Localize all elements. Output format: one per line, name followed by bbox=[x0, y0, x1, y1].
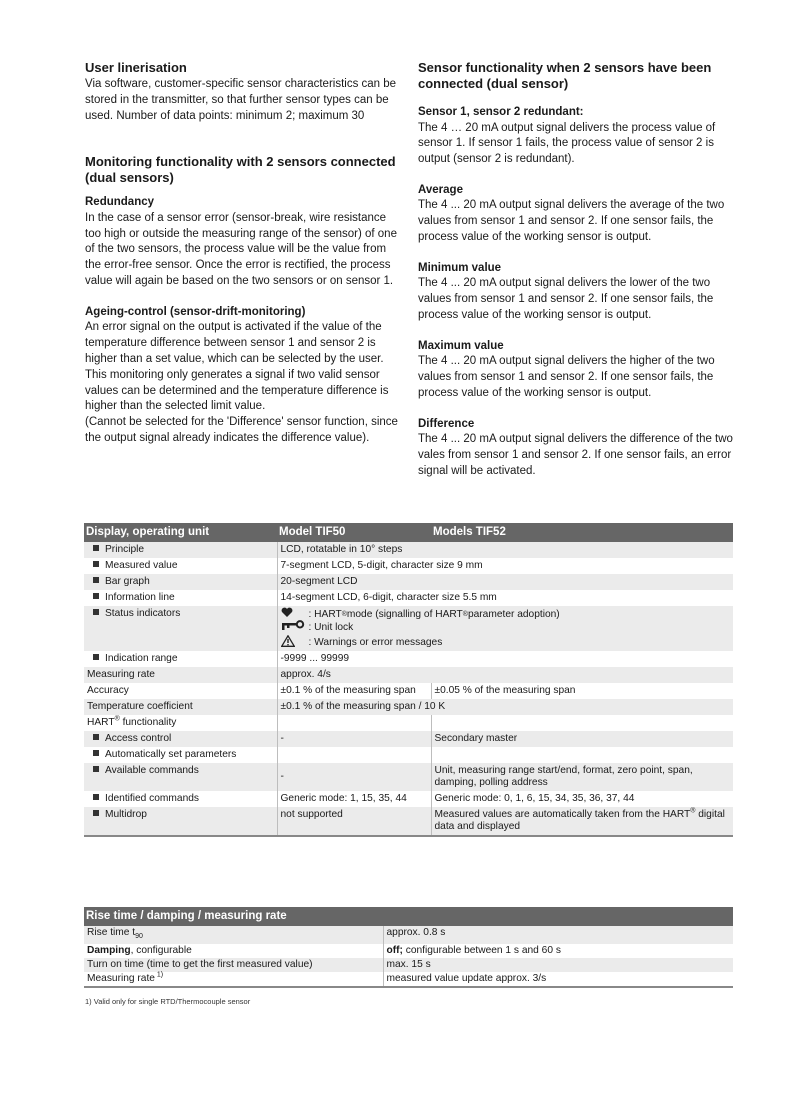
damping-value-rest: configurable between 1 s and 60 s bbox=[402, 945, 561, 957]
minimum-heading: Minimum value bbox=[418, 261, 502, 274]
status-indicators-value: : HART ® mode (signalling of HART ® parameter adoption) : Unit lock : Warnings or error messages bbox=[277, 606, 733, 651]
bullet-icon bbox=[93, 577, 99, 583]
row-label: Multidrop bbox=[105, 809, 147, 820]
multidrop-text-a: Measured values are automatically taken from the HART bbox=[434, 809, 691, 820]
ageing-heading: Ageing-control (sensor-drift-monitoring) bbox=[85, 305, 306, 318]
header-rise-time: Rise time / damping / measuring rate bbox=[84, 907, 733, 926]
bullet-icon bbox=[93, 654, 99, 660]
table-row bbox=[84, 747, 733, 763]
row-value-tif52: Secondary master bbox=[431, 731, 733, 747]
row-value: -9999 ... 99999 bbox=[277, 651, 733, 667]
row-value: LCD, rotatable in 10° steps bbox=[277, 542, 733, 558]
multidrop-text-b: digital data and displayed bbox=[434, 809, 725, 832]
row-value-tif50: Generic mode: 1, 15, 35, 44 bbox=[277, 791, 431, 807]
damping-rest: , configurable bbox=[130, 945, 192, 957]
warning-icon bbox=[281, 635, 309, 651]
status-hart-text-c: parameter adoption) bbox=[467, 608, 560, 620]
difference-text: The 4 ... 20 mA output signal delivers the difference of the two vales from sensor 1 and sensor 2. If one sensor fails, an error signal will be activated. bbox=[418, 433, 733, 477]
row-label: Turn on time (time to get the first measured value) bbox=[84, 958, 383, 972]
row-value: ±0.1 % of the measuring span / 10 K bbox=[277, 699, 733, 715]
table-row bbox=[84, 683, 733, 699]
maximum-heading: Maximum value bbox=[418, 339, 504, 352]
status-lock-text: : Unit lock bbox=[308, 621, 354, 633]
functionality-text: functionality bbox=[119, 717, 177, 728]
header-tif50: Model TIF50 bbox=[277, 523, 431, 542]
key-icon bbox=[281, 620, 309, 635]
sensor-functionality-heading: Sensor functionality when 2 sensors have been connected (dual sensor) bbox=[418, 60, 712, 91]
row-value-tif50: ±0.1 % of the measuring span bbox=[277, 683, 431, 699]
row-value: 7-segment LCD, 5-digit, character size 9 mm bbox=[277, 558, 733, 574]
table-row bbox=[84, 972, 733, 987]
bullet-icon bbox=[93, 810, 99, 816]
row-value: measured value update approx. 3/s bbox=[383, 972, 733, 987]
meas-rate-text: Measuring rate bbox=[87, 973, 155, 985]
display-operating-unit-table bbox=[84, 523, 733, 837]
table-row bbox=[84, 763, 733, 791]
row-value-tif52: Unit, measuring range start/end, format, zero point, span, damping, polling address bbox=[431, 763, 733, 791]
redundant-heading: Sensor 1, sensor 2 redundant: bbox=[418, 106, 584, 118]
row-value-tif50: - bbox=[277, 763, 431, 791]
difference-heading: Difference bbox=[418, 417, 475, 430]
redundancy-text: In the case of a sensor error (sensor-break, wire resistance too high or outside the measuring range of the sensor) of one of the two sensors, the process value will be the value from the error-free sensor. Once the error is rectified, the process value will again be based on the two sensors or on sensor 1. bbox=[85, 211, 397, 288]
row-value-tif50: not supported bbox=[277, 807, 431, 836]
row-label bbox=[84, 944, 383, 958]
row-label: Automatically set parameters bbox=[105, 749, 237, 760]
table-row bbox=[84, 807, 733, 836]
table-row bbox=[84, 791, 733, 807]
bullet-icon bbox=[93, 750, 99, 756]
average-heading: Average bbox=[418, 183, 463, 196]
row-value-tif50: - bbox=[277, 731, 431, 747]
table-row bbox=[84, 651, 733, 667]
footnote: 1) Valid only for single RTD/Thermocouple sensor bbox=[85, 997, 251, 1006]
row-value-tif52 bbox=[431, 807, 733, 836]
row-label: Bar graph bbox=[105, 576, 150, 587]
bullet-icon bbox=[93, 794, 99, 800]
footnote-marker: 1) bbox=[154, 971, 164, 979]
minimum-text: The 4 ... 20 mA output signal delivers the lower of the two values from sensor 1 and sensor 2. If one sensor fails, the process value of the working sensor is output. bbox=[418, 277, 714, 321]
bullet-icon bbox=[93, 734, 99, 740]
hart-text: HART bbox=[87, 717, 115, 728]
user-linerisation-text: Via software, customer-specific sensor characteristics can be stored in the transmitter, so that further sensor types can be used. Number of data points: minimum 2; maximum 30 bbox=[85, 78, 397, 122]
table-row bbox=[84, 606, 733, 651]
redundancy-heading: Redundancy bbox=[85, 196, 155, 209]
table-row bbox=[84, 542, 733, 558]
bullet-icon bbox=[93, 561, 99, 567]
row-label: Status indicators bbox=[105, 608, 181, 619]
rise-subscript: 90 bbox=[135, 933, 143, 941]
ageing-text: An error signal on the output is activated if the value of the temperature difference between sensor 1 and sensor 2 is higher than a set value, which can be selected by the user. This monitoring only generates a signal if two valid sensor values can be determined and the temperature difference is higher than the selected limit value. bbox=[85, 321, 389, 413]
row-label: Available commands bbox=[105, 765, 199, 776]
monitoring-heading: Monitoring functionality with 2 sensors connected (dual sensors) bbox=[85, 154, 396, 186]
bullet-icon bbox=[93, 545, 99, 551]
row-value-tif52: ±0.05 % of the measuring span bbox=[431, 683, 733, 699]
table-row bbox=[84, 699, 733, 715]
table-row bbox=[84, 667, 733, 683]
row-label: Principle bbox=[105, 544, 145, 555]
average-text: The 4 ... 20 mA output signal delivers the average of the two values from sensor 1 and sensor 2. If one sensor fails, the process value of the working sensor is output. bbox=[418, 199, 725, 243]
bullet-icon bbox=[93, 609, 99, 615]
table-row bbox=[84, 715, 733, 731]
registered-mark: ® bbox=[114, 715, 120, 723]
row-value: approx. 0.8 s bbox=[383, 926, 733, 944]
status-warn-text: : Warnings or error messages bbox=[308, 636, 443, 648]
row-label bbox=[84, 926, 383, 944]
damping-bold: Damping bbox=[87, 945, 131, 957]
table-header-row bbox=[84, 523, 733, 542]
row-label: Accuracy bbox=[84, 683, 277, 699]
left-column bbox=[85, 60, 400, 447]
table-row bbox=[84, 944, 733, 958]
row-label-hart bbox=[84, 715, 277, 731]
row-label: Measuring rate bbox=[84, 667, 277, 683]
damping-value-bold: off; bbox=[386, 945, 403, 957]
table-row bbox=[84, 731, 733, 747]
row-value: 20-segment LCD bbox=[277, 574, 733, 590]
table-header-row bbox=[84, 907, 733, 926]
row-value: 14-segment LCD, 6-digit, character size 5.5 mm bbox=[277, 590, 733, 606]
ageing-note: (Cannot be selected for the 'Difference' sensor function, since the output signal already indicates the difference value). bbox=[85, 416, 398, 444]
rise-time-table bbox=[84, 907, 733, 988]
row-value: approx. 4/s bbox=[277, 667, 733, 683]
redundant-text: The 4 … 20 mA output signal delivers the process value of sensor 1. If sensor 1 fails, the process value of sensor 2 is output (sensor 2 is redundant). bbox=[418, 121, 716, 166]
status-hart-text-a: : HART bbox=[308, 608, 342, 620]
bullet-icon bbox=[93, 593, 99, 599]
header-tif52: Models TIF52 bbox=[431, 523, 733, 542]
registered-mark: ® bbox=[690, 807, 696, 815]
row-label: Access control bbox=[105, 733, 172, 744]
maximum-text: The 4 ... 20 mA output signal delivers the higher of the two values from sensor 1 and sensor 2. If one sensor fails, the process value of the working sensor is output. bbox=[418, 355, 715, 399]
status-hart-text-b: mode (signalling of HART bbox=[346, 608, 463, 620]
bullet-icon bbox=[93, 766, 99, 772]
table-row bbox=[84, 926, 733, 944]
row-label: Indication range bbox=[105, 653, 178, 664]
table-row bbox=[84, 558, 733, 574]
row-label bbox=[84, 972, 383, 987]
row-value bbox=[383, 944, 733, 958]
user-linerisation-heading: User linerisation bbox=[85, 60, 187, 75]
row-label: Measured value bbox=[105, 560, 178, 571]
row-label: Information line bbox=[105, 592, 175, 603]
header-display: Display, operating unit bbox=[84, 523, 277, 542]
row-value: max. 15 s bbox=[383, 958, 733, 972]
right-column bbox=[418, 60, 733, 479]
rise-text: Rise time t bbox=[87, 927, 136, 938]
table-row bbox=[84, 574, 733, 590]
row-label: Identified commands bbox=[105, 793, 200, 804]
table-row bbox=[84, 958, 733, 972]
row-label: Temperature coefficient bbox=[84, 699, 277, 715]
row-value-tif52: Generic mode: 0, 1, 6, 15, 34, 35, 36, 37, 44 bbox=[431, 791, 733, 807]
table-row bbox=[84, 590, 733, 606]
